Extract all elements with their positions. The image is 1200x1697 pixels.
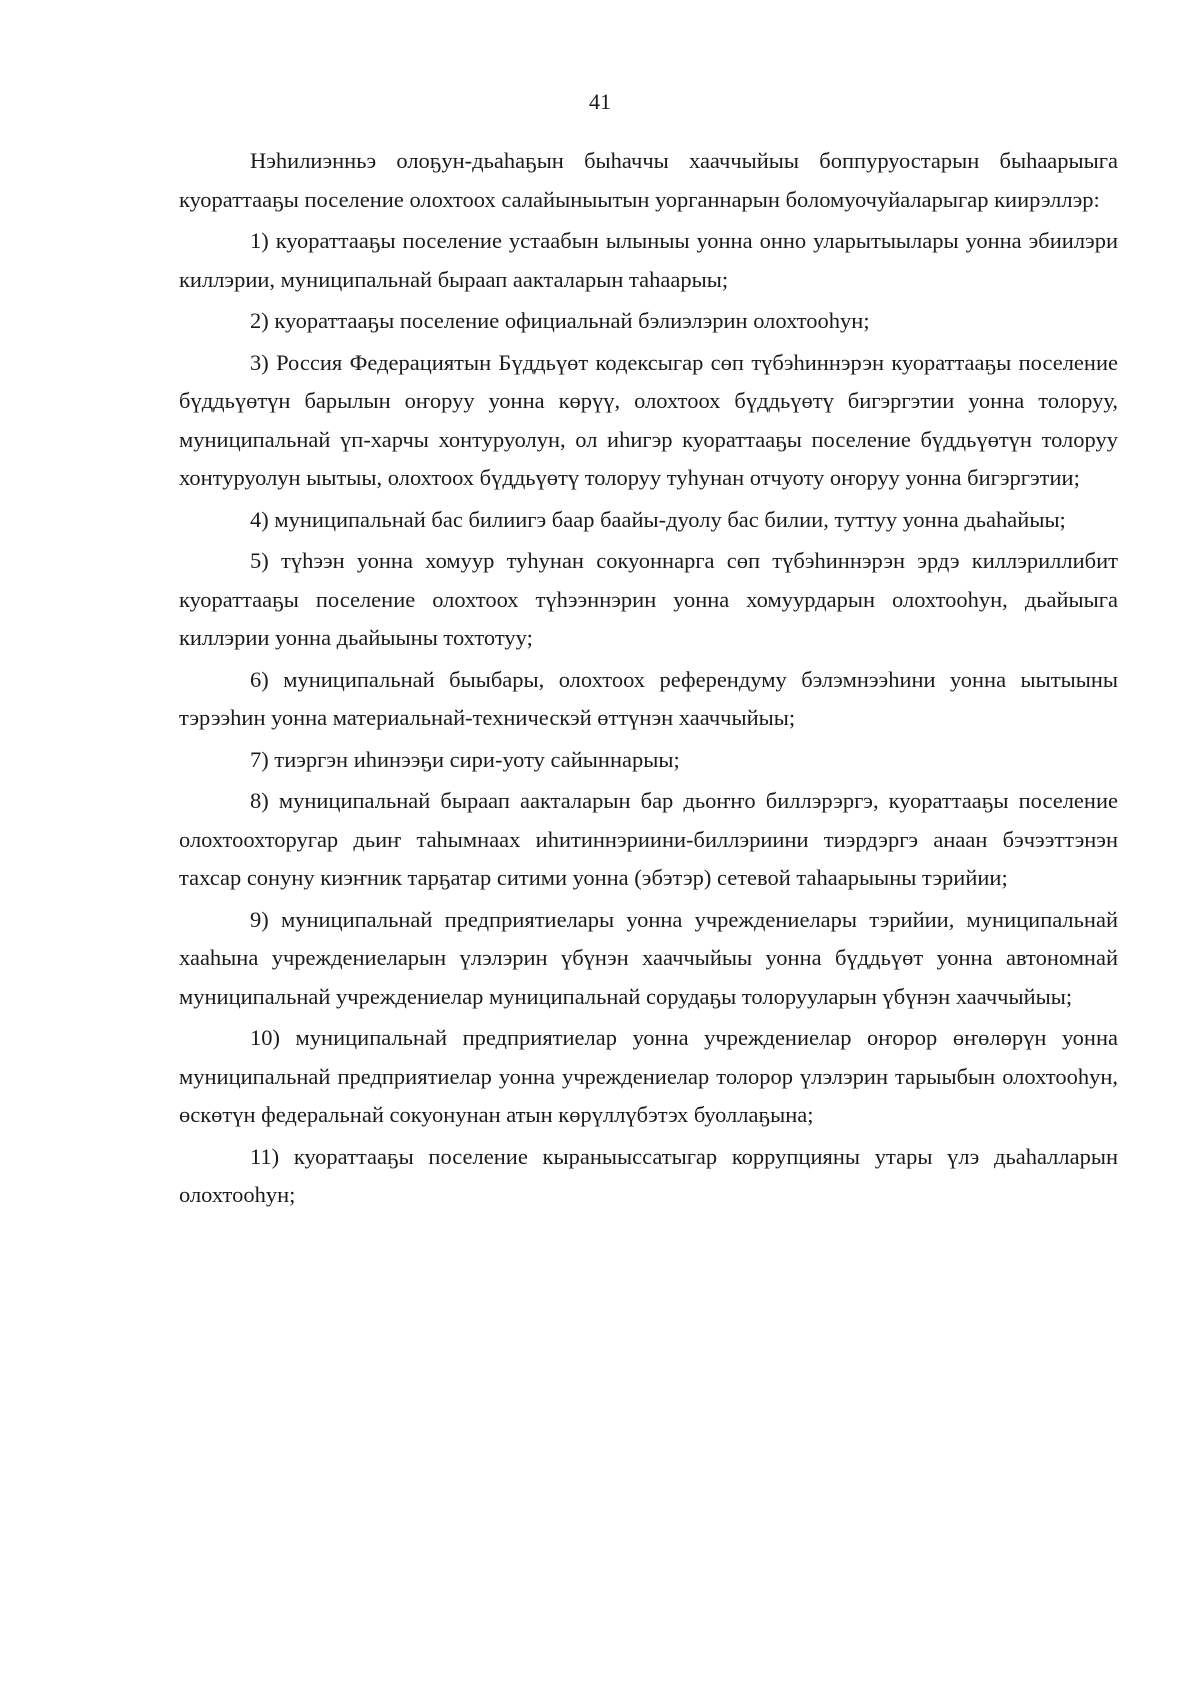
list-item-8: 8) муниципальнай быраап аакталарын бар дьоҥҥо биллэрэргэ, куораттааҕы поселение олохтоохторугар дьиҥ таһымнаах иһитиннэриини-биллэриини тиэрдэргэ анаан бэчээттэнэн тахсар сонуну киэҥник тарҕатар ситими уонна (эбэтэр) сетевой таһаарыыны тэрийии; bbox=[179, 788, 1118, 890]
list-item-4: 4) муниципальнай бас билиигэ баар баайы-дуолу бас билии, туттуу уонна дьаһайыы; bbox=[250, 506, 1066, 532]
list-item-9: 9) муниципальнай предприятиелары уонна учреждениелары тэрийии, муниципальнай хааһына учреждениеларын үлэлэрин үбүнэн хааччыйыы уонна бүддьүөт уонна автономнай муниципальнай учреждениелар муниципальнай сорудаҕы толорууларын үбүнэн хааччыйыы; bbox=[179, 906, 1118, 1009]
list-item-7: 7) тиэргэн иһинээҕи сири-уоту сайыннарыы; bbox=[250, 746, 680, 772]
list-item-1: 1) куораттааҕы поселение устаабын ылыныы уонна онно уларытыылары уонна эбиилэри киллэрии, муниципальнай быраап аакталарын таһаарыы; bbox=[179, 228, 1118, 292]
page-number: 41 bbox=[589, 89, 611, 114]
list-item-11: 11) куораттааҕы поселение кыраныыссатыгар коррупцияны утары үлэ дьаһалларын олохтооһун; bbox=[179, 1143, 1118, 1207]
paragraph-intro: Нэһилиэнньэ олоҕун-дьаһаҕын быһаччы хааччыйыы боппуруостарын быһаарыыга куораттааҕы поселение олохтоох салайыныытын уорганнарын боломуочуйаларыгар киирэллэр: bbox=[179, 148, 1118, 212]
list-item-2: 2) куораттааҕы поселение официальнай бэлиэлэрин олохтооһун; bbox=[250, 308, 870, 333]
list-item-3: 3) Россия Федерациятын Бүддьүөт кодексыгар сөп түбэһиннэрэн куораттааҕы поселение бүддьүөтүн барылын оҥоруу уонна көрүү, олохтоох бүддьүөтү бигэргэтии уонна толоруу, муниципальнай үп-харчы хонтуруолун, ол иһигэр куораттааҕы поселение бүддьүөтүн толоруу хонтуруолун ыытыы, олохтоох бүддьүөтү толоруу туһунан отчуоту оҥоруу уонна бигэргэтии; bbox=[179, 349, 1118, 490]
document-body bbox=[179, 142, 1118, 1218]
list-item-6: 6) муниципальнай быыбары, олохтоох референдуму бэлэмнээһини уонна ыытыыны тэрээһин уонна материальнай-техническэй өттүнэн хааччыйыы; bbox=[179, 666, 1118, 730]
list-item-5: 5) түһээн уонна хомуур туһунан сокуоннарга сөп түбэһиннэрэн эрдэ киллэриллибит куораттааҕы поселение олохтоох түһээннэрин уонна хомуурдарын олохтооһун, дьайыыга киллэрии уонна дьайыыны тохтотуу; bbox=[179, 548, 1118, 650]
list-item-10: 10) муниципальнай предприятиелар уонна учреждениелар оҥорор өҥөлөрүн уонна муниципальнай предприятиелар уонна учреждениелар толорор үлэлэрин тарыыбын олохтооһун, өскөтүн федеральнай сокуонунан атын көрүллүбэтэх буоллаҕына; bbox=[179, 1025, 1118, 1127]
